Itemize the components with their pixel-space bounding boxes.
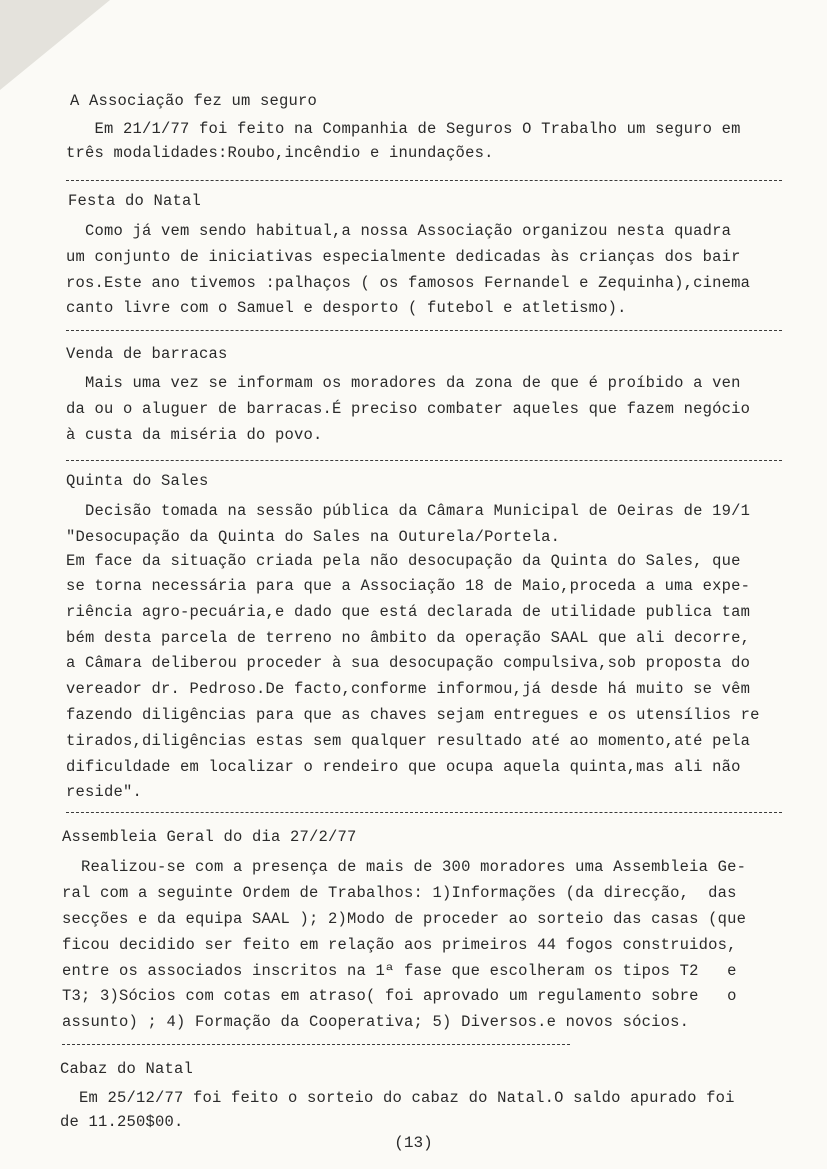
text-line: ral com a seguinte Ordem de Trabalhos: 1)Informações (da direcção, das [62, 884, 737, 902]
section-title: A Associação fez um seguro [70, 92, 318, 110]
text-line: secções e da equipa SAAL ); 2)Modo de proceder ao sorteio das casas (que [62, 910, 747, 928]
text-line: riência agro-pecuária,e dado que está declarada de utilidade publica tam [66, 603, 751, 621]
dashed-separator [66, 330, 782, 331]
text-line: fazendo diligências para que as chaves sejam entregues e os utensílios re [66, 706, 760, 724]
text-line: Em 25/12/77 foi feito o sorteio do cabaz do Natal.O saldo apurado foi [60, 1089, 735, 1107]
dashed-separator [66, 812, 782, 813]
text-line: se torna necessária para que a Associação 18 de Maio,proceda a uma expe- [66, 577, 751, 595]
dashed-separator [66, 180, 782, 181]
text-line: canto livre com o Samuel e desporto ( futebol e atletismo). [66, 299, 627, 317]
text-line: Em 21/1/77 foi feito na Companhia de Seguros O Trabalho um seguro em [66, 120, 741, 138]
text-line: Realizou-se com a presença de mais de 300 moradores uma Assembleia Ge- [62, 858, 747, 876]
text-line: ficou decidido ser feito em relação aos primeiros 44 fogos construidos, [62, 936, 737, 954]
dashed-separator [66, 460, 782, 461]
text-line: ros.Este ano tivemos :palhaços ( os famosos Fernandel e Zequinha),cinema [66, 274, 751, 292]
page-number: (13) [394, 1134, 433, 1152]
text-line: de 11.250$00. [60, 1113, 184, 1131]
text-line: "Desocupação da Quinta do Sales na Outurela/Portela. [66, 528, 561, 546]
text-line: três modalidades:Roubo,incêndio e inundações. [66, 144, 494, 162]
text-line: tirados,diligências estas sem qualquer resultado até ao momento,até pela [66, 732, 751, 750]
text-line: T3; 3)Sócios com cotas em atraso( foi aprovado um regulamento sobre o [62, 987, 737, 1005]
text-line: à custa da miséria do povo. [66, 426, 323, 444]
text-line: entre os associados inscritos na 1ª fase que escolheram os tipos T2 e [62, 962, 737, 980]
text-line: Mais uma vez se informam os moradores da zona de que é proíbido a ven [66, 374, 741, 392]
text-line: dificuldade em localizar o rendeiro que ocupa aquela quinta,mas ali não [66, 758, 741, 776]
text-line: Decisão tomada na sessão pública da Câmara Municipal de Oeiras de 19/1 [66, 502, 751, 520]
section-title: Quinta do Sales [66, 472, 209, 490]
page-corner-shadow [0, 0, 110, 90]
text-line: assunto) ; 4) Formação da Cooperativa; 5) Diversos.e novos sócios. [62, 1013, 690, 1031]
text-line: Em face da situação criada pela não desocupação da Quinta do Sales, que [66, 552, 741, 570]
text-line: bém desta parcela de terreno no âmbito da operação SAAL que ali decorre, [66, 629, 751, 647]
section-title: Cabaz do Natal [60, 1060, 194, 1078]
text-line: a Câmara deliberou proceder à sua desocupação compulsiva,sob proposta do [66, 654, 751, 672]
dashed-separator [62, 1044, 570, 1045]
text-line: da ou o aluguer de barracas.É preciso combater aqueles que fazem negócio [66, 400, 751, 418]
section-title: Assembleia Geral do dia 27/2/77 [62, 828, 357, 846]
text-line: vereador dr. Pedroso.De facto,conforme informou,já desde há muito se vêm [66, 680, 751, 698]
section-title: Festa do Natal [68, 192, 202, 210]
text-line: um conjunto de iniciativas especialmente dedicadas às crianças dos bair [66, 248, 741, 266]
text-line: Como já vem sendo habitual,a nossa Associação organizou nesta quadra [66, 222, 732, 240]
section-title: Venda de barracas [66, 345, 228, 363]
text-line: reside". [66, 783, 143, 801]
